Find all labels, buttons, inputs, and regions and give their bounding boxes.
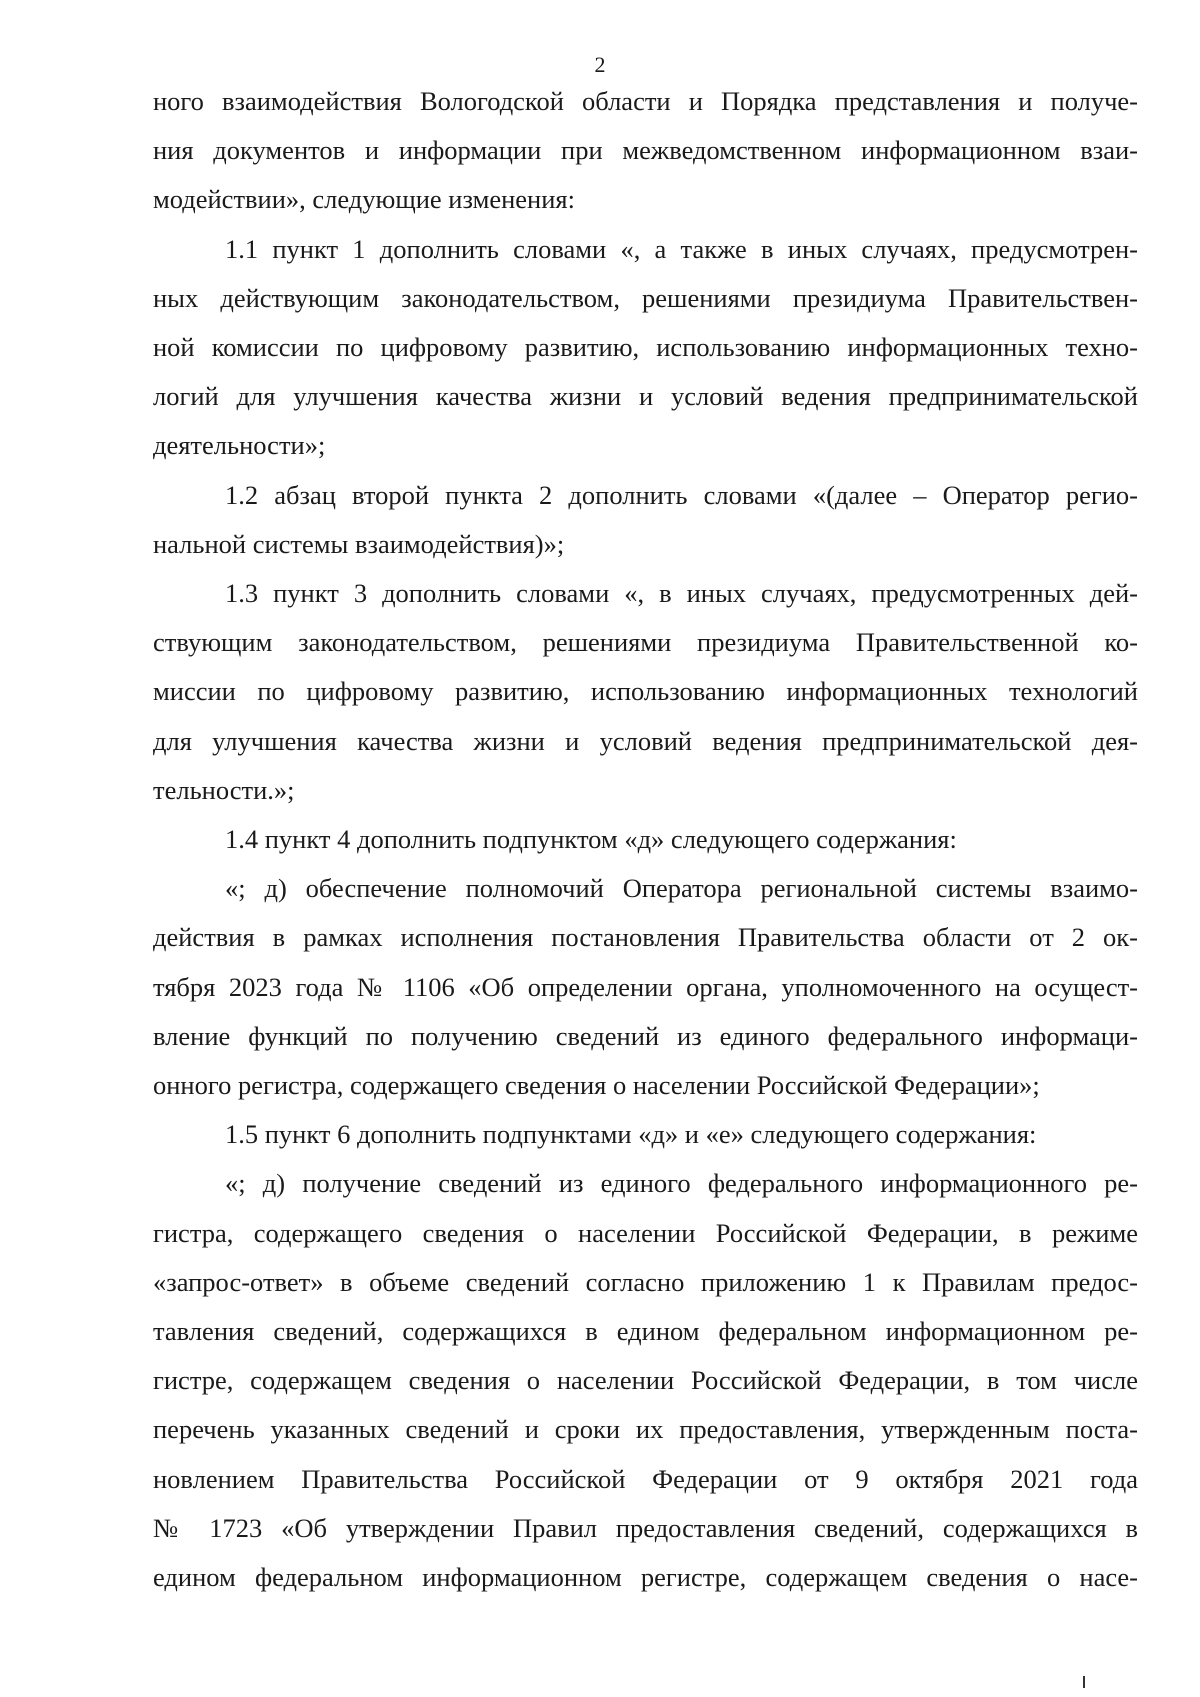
text-line: действия в рамках исполнения постановления Правительства области от 2 ок- bbox=[153, 922, 1138, 953]
text-line: № 1723 «Об утверждении Правил предоставления сведений, содержащихся в bbox=[153, 1512, 1138, 1543]
text-line: миссии по цифровому развитию, использованию информационных технологий bbox=[153, 676, 1138, 707]
text-line: деятельности»; bbox=[153, 430, 326, 461]
text-line: 1.3 пункт 3 дополнить словами «, в иных случаях, предусмотренных дей- bbox=[225, 578, 1138, 609]
text-line: «; д) обеспечение полномочий Оператора региональной системы взаимо- bbox=[225, 873, 1138, 904]
text-line: 1.4 пункт 4 дополнить подпунктом «д» следующего содержания: bbox=[225, 824, 957, 855]
text-line: ного взаимодействия Вологодской области и Порядка представления и получе- bbox=[153, 86, 1138, 116]
text-line: ной комиссии по цифровому развитию, использованию информационных техно- bbox=[153, 332, 1138, 363]
text-line: тавления сведений, содержащихся в едином федеральном информационном ре- bbox=[153, 1316, 1138, 1347]
text-line: модействии», следующие изменения: bbox=[153, 184, 575, 215]
text-line: ния документов и информации при межведомственном информационном взаи- bbox=[153, 135, 1138, 166]
text-line: 1.1 пункт 1 дополнить словами «, а также в иных случаях, предусмотрен- bbox=[225, 233, 1138, 264]
text-line: онного регистра, содержащего сведения о населении Российской Федерации»; bbox=[153, 1070, 1040, 1101]
text-line: ных действующим законодательством, решениями президиума Правительствен- bbox=[153, 282, 1138, 313]
page-number: 2 bbox=[594, 52, 606, 77]
text-line: тября 2023 года № 1106 «Об определении органа, уполномоченного на осущест- bbox=[153, 971, 1138, 1002]
text-line: едином федеральном информационном регистре, содержащем сведения о насе- bbox=[153, 1562, 1138, 1593]
text-line: «запрос-ответ» в объеме сведений согласно приложению 1 к Правилам предос- bbox=[153, 1266, 1138, 1297]
text-line: новлением Правительства Российской Федерации от 9 октября 2021 года bbox=[153, 1463, 1138, 1494]
text-line: гистре, содержащем сведения о населении Российской Федерации, в том числе bbox=[153, 1365, 1138, 1396]
text-line: ствующим законодательством, решениями президиума Правительственной ко- bbox=[153, 627, 1138, 658]
text-line: логий для улучшения качества жизни и условий ведения предпринимательской bbox=[153, 381, 1138, 412]
document-body bbox=[153, 77, 1138, 1602]
text-line: вление функций по получению сведений из единого федерального информаци- bbox=[153, 1020, 1138, 1051]
text-line: 1.2 абзац второй пункта 2 дополнить словами «(далее – Оператор регио- bbox=[225, 479, 1138, 510]
text-line: гистра, содержащего сведения о населении Российской Федерации, в режиме bbox=[153, 1217, 1138, 1248]
text-line: перечень указанных сведений и сроки их предоставления, утвержденным поста- bbox=[153, 1414, 1138, 1445]
text-line: 1.5 пункт 6 дополнить подпунктами «д» и «е» следующего содержания: bbox=[225, 1119, 1037, 1150]
text-line: нальной системы взаимодействия)»; bbox=[153, 528, 565, 559]
text-line: тельности.»; bbox=[153, 774, 295, 805]
text-line: «; д) получение сведений из единого федерального информационного ре- bbox=[225, 1168, 1138, 1199]
scan-mark bbox=[1083, 1676, 1085, 1688]
text-line: для улучшения качества жизни и условий ведения предпринимательской дея- bbox=[153, 725, 1138, 756]
